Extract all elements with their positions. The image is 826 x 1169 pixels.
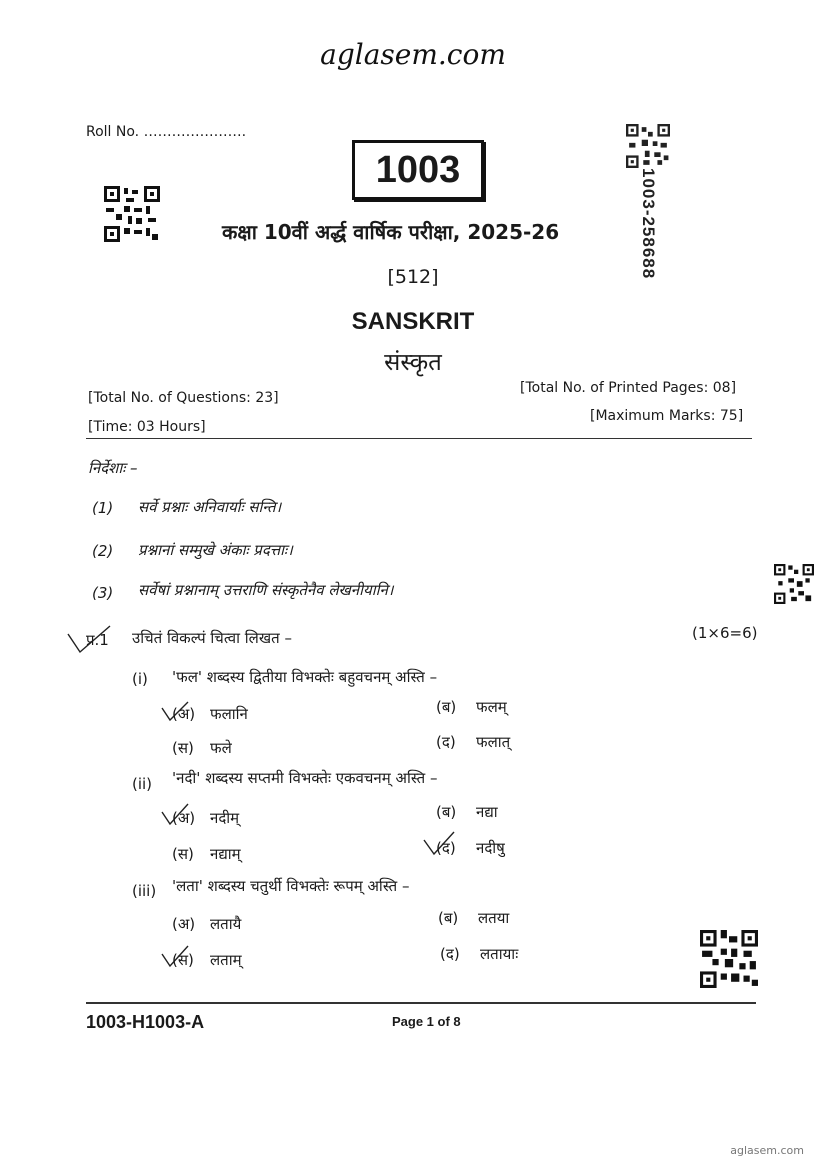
- qr-code-icon: [700, 930, 758, 988]
- sub-question-number: (i): [132, 670, 148, 688]
- question-marks: (1×6=6): [692, 624, 758, 642]
- option-label: (द): [436, 839, 456, 857]
- option-text: नदीषु: [476, 839, 505, 857]
- instruction-text: सर्वेषां प्रश्नानाम् उत्तराणि संस्कृतेनैव लेखनीयानि।: [138, 581, 394, 599]
- option-label: (द): [436, 733, 456, 751]
- qr-code-icon: [104, 186, 160, 242]
- qr-code-icon: [774, 564, 814, 604]
- time-allowed: [Time: 03 Hours]: [88, 419, 206, 435]
- option-text: फलानि: [210, 705, 248, 723]
- sub-question-number: (iii): [132, 882, 157, 900]
- paper-number-box: [352, 140, 484, 200]
- option-text: लतया: [478, 909, 510, 927]
- watermark-top: aglasem.com: [320, 38, 506, 71]
- option-text: लतायाः: [480, 945, 519, 963]
- option-text: फले: [210, 739, 232, 757]
- sub-question-text: 'लता' शब्दस्य चतुर्थी विभक्तेः रूपम् अस्ति –: [172, 877, 410, 895]
- subject-english: SANSKRIT: [351, 308, 475, 335]
- option-label: (स): [172, 739, 194, 757]
- option-text: नद्याम्: [210, 845, 241, 863]
- option-text: नद्या: [476, 803, 498, 821]
- option-text: फलात्: [476, 733, 511, 751]
- total-pages: [Total No. of Printed Pages: 08]: [520, 380, 737, 396]
- paper-code: [512]: [387, 266, 439, 288]
- subject-hindi: संस्कृत: [384, 348, 442, 376]
- instruction-text: प्रश्नानां सम्मुखे अंकाः प्रदत्ताः।: [138, 541, 293, 559]
- question-number: प्र.1: [86, 631, 109, 649]
- option-text: फलम्: [476, 698, 507, 716]
- vertical-paper-code: 1003-258688: [639, 168, 658, 280]
- option-label: (ब): [436, 698, 457, 716]
- qr-code-icon: [626, 124, 670, 168]
- watermark-bottom: aglasem.com: [730, 1144, 804, 1157]
- instructions-heading: निर्देशाः –: [88, 459, 138, 477]
- maximum-marks: [Maximum Marks: 75]: [590, 408, 744, 424]
- instruction-number: (1): [92, 499, 114, 517]
- instruction-number: (2): [92, 542, 114, 560]
- option-text: नदीम्: [210, 809, 240, 827]
- exam-title: कक्षा 10वीं अर्द्ध वार्षिक परीक्षा, 2025-26: [222, 220, 560, 244]
- instruction-number: (3): [92, 584, 114, 602]
- roll-number-label: Roll No. ………………….: [86, 124, 247, 140]
- option-label: (ब): [438, 909, 459, 927]
- option-label: (ब): [436, 803, 457, 821]
- sub-question-number: (ii): [132, 775, 153, 793]
- paper-number: 1003: [375, 148, 461, 191]
- header-divider: [86, 438, 752, 439]
- option-label: (द): [440, 945, 460, 963]
- instruction-text: सर्वे प्रश्नाः अनिवार्याः सन्ति।: [138, 498, 282, 516]
- footer-paper-code: 1003-H1003-A: [86, 1012, 205, 1032]
- option-text: लताम्: [210, 951, 242, 969]
- sub-question-text: 'नदी' शब्दस्य सप्तमी विभक्तेः एकवचनम् अस्ति –: [172, 769, 438, 787]
- option-label: (अ): [172, 705, 196, 723]
- option-label: (अ): [172, 915, 196, 933]
- footer-divider: [86, 1002, 756, 1004]
- page-indicator: Page 1 of 8: [392, 1014, 461, 1029]
- option-label: (स): [172, 951, 194, 969]
- option-label: (अ): [172, 809, 196, 827]
- option-text: लतायै: [210, 915, 242, 933]
- total-questions: [Total No. of Questions: 23]: [88, 390, 279, 406]
- sub-question-text: 'फल' शब्दस्य द्वितीया विभक्तेः बहुवचनम् अस्ति –: [172, 668, 438, 686]
- option-label: (स): [172, 845, 194, 863]
- question-text: उचितं विकल्पं चित्वा लिखत –: [132, 629, 292, 647]
